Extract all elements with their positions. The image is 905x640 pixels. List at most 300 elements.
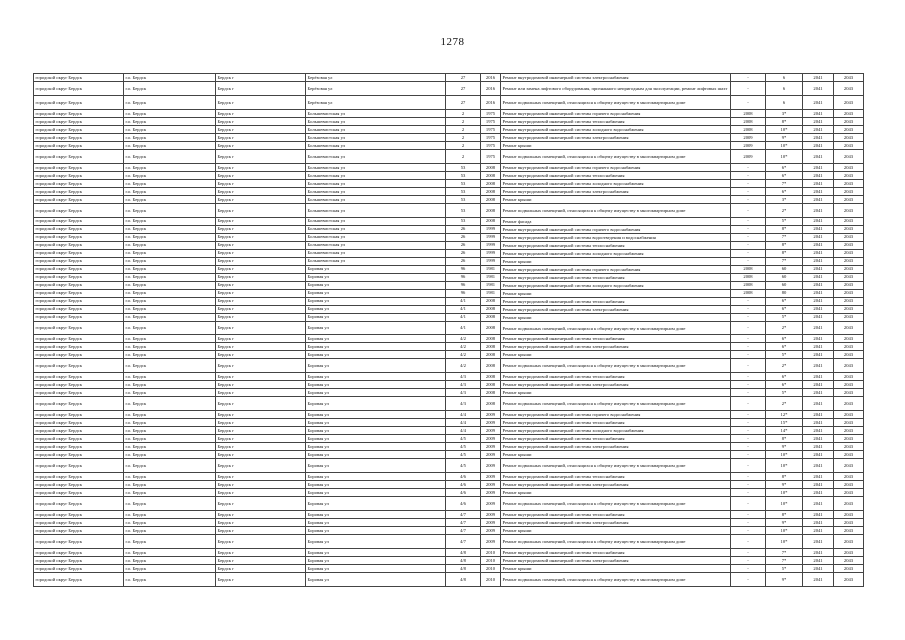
end-year-cell: 2043 (834, 125, 864, 133)
house-number-cell: 4/4 (446, 419, 481, 427)
city-cell: Бердск г (216, 548, 306, 556)
district-cell: городской округ Бердск (34, 241, 124, 249)
street-cell: Боровая ул (306, 297, 446, 305)
build-year-cell: 2008 (481, 305, 501, 313)
end-year-cell: 2043 (834, 435, 864, 443)
work-type-cell: Ремонт внутридомовой инженерной системы водоотведения и водоснабжения (501, 233, 731, 241)
period-cell: 10* (766, 451, 803, 459)
house-number-cell: 26 (446, 257, 481, 265)
city-cell: Бердск г (216, 273, 306, 281)
period-cell: 7* (766, 548, 803, 556)
period-cell: 10* (766, 527, 803, 535)
street-cell: Боровая ул (306, 511, 446, 519)
work-type-cell: Ремонт внутридомовой инженерной системы электроснабжения (501, 556, 731, 564)
build-year-cell: 1981 (481, 281, 501, 289)
district-cell: городской округ Бердск (34, 427, 124, 435)
end-year-cell: 2043 (834, 74, 864, 82)
period-cell: 6* (766, 305, 803, 313)
district-cell: городской округ Бердск (34, 443, 124, 451)
period-cell: 10* (766, 141, 803, 149)
table-row (34, 233, 864, 241)
work-type-cell: Ремонт внутридомовой инженерной системы электроснабжения (501, 305, 731, 313)
work-type-cell: Ремонт внутридомовой инженерной системы холодного водоснабжения (501, 249, 731, 257)
work-type-cell: Ремонт внутридомовой инженерной системы теплоснабжения (501, 273, 731, 281)
street-cell: Большевистская ул (306, 241, 446, 249)
previous-repair-year-cell: 2009 (731, 141, 766, 149)
house-number-cell: 2 (446, 109, 481, 117)
end-year-cell: 2043 (834, 497, 864, 511)
house-number-cell: 4/7 (446, 535, 481, 549)
settlement-cell: г.о. Бердск (124, 233, 216, 241)
settlement-cell: г.о. Бердск (124, 257, 216, 265)
work-type-cell: Ремонт внутридомовой инженерной системы горячего водоснабжения (501, 265, 731, 273)
work-type-cell: Ремонт внутридомовой инженерной системы электроснабжения (501, 381, 731, 389)
house-number-cell: 53 (446, 179, 481, 187)
repair-schedule-table (33, 73, 864, 587)
work-type-cell: Ремонт подвальных помещений, относящихся к общему имуществу в многоквартирном доме (501, 397, 731, 411)
house-number-cell: 4/8 (446, 556, 481, 564)
end-year-cell: 2043 (834, 359, 864, 373)
previous-repair-year-cell: 2008 (731, 117, 766, 125)
start-year-cell: 2041 (803, 141, 834, 149)
street-cell: Берёзовая ул (306, 74, 446, 82)
end-year-cell: 2043 (834, 195, 864, 203)
house-number-cell: 4/6 (446, 473, 481, 481)
work-type-cell: Ремонт подвальных помещений, относящихся к общему имуществу в многоквартирном доме (501, 149, 731, 163)
previous-repair-year-cell: - (731, 459, 766, 473)
work-type-cell: Ремонт внутридомовой инженерной системы электроснабжения (501, 187, 731, 195)
period-cell: 10* (766, 125, 803, 133)
work-type-cell: Ремонт крыши (501, 313, 731, 321)
city-cell: Бердск г (216, 489, 306, 497)
start-year-cell: 2041 (803, 241, 834, 249)
settlement-cell: г.о. Бердск (124, 427, 216, 435)
city-cell: Бердск г (216, 233, 306, 241)
city-cell: Бердск г (216, 427, 306, 435)
start-year-cell: 2041 (803, 359, 834, 373)
street-cell: Боровая ул (306, 535, 446, 549)
end-year-cell: 2043 (834, 149, 864, 163)
district-cell: городской округ Бердск (34, 351, 124, 359)
table-row (34, 451, 864, 459)
street-cell: Боровая ул (306, 343, 446, 351)
build-year-cell: 1981 (481, 289, 501, 297)
house-number-cell: 53 (446, 195, 481, 203)
table-row (34, 321, 864, 335)
start-year-cell: 2041 (803, 249, 834, 257)
settlement-cell: г.о. Бердск (124, 511, 216, 519)
start-year-cell: 2041 (803, 257, 834, 265)
end-year-cell: 2043 (834, 289, 864, 297)
city-cell: Бердск г (216, 481, 306, 489)
district-cell: городской округ Бердск (34, 195, 124, 203)
start-year-cell: 2041 (803, 335, 834, 343)
district-cell: городской округ Бердск (34, 411, 124, 419)
street-cell: Боровая ул (306, 381, 446, 389)
district-cell: городской округ Бердск (34, 141, 124, 149)
end-year-cell: 2043 (834, 187, 864, 195)
end-year-cell: 2043 (834, 241, 864, 249)
house-number-cell: 26 (446, 225, 481, 233)
house-number-cell: 96 (446, 265, 481, 273)
work-type-cell: Ремонт внутридомовой инженерной системы электроснабжения (501, 519, 731, 527)
build-year-cell: 2009 (481, 473, 501, 481)
work-type-cell: Ремонт внутридомовой инженерной системы горячего водоснабжения (501, 411, 731, 419)
table-row (34, 419, 864, 427)
end-year-cell: 2043 (834, 427, 864, 435)
district-cell: городской округ Бердск (34, 373, 124, 381)
build-year-cell: 2009 (481, 427, 501, 435)
settlement-cell: г.о. Бердск (124, 74, 216, 82)
period-cell: 2* (766, 359, 803, 373)
settlement-cell: г.о. Бердск (124, 419, 216, 427)
street-cell: Большевистская ул (306, 217, 446, 225)
end-year-cell: 2043 (834, 109, 864, 117)
street-cell: Боровая ул (306, 359, 446, 373)
period-cell: 10* (766, 459, 803, 473)
district-cell: городской округ Бердск (34, 321, 124, 335)
district-cell: городской округ Бердск (34, 564, 124, 572)
street-cell: Большевистская ул (306, 125, 446, 133)
district-cell: городской округ Бердск (34, 273, 124, 281)
settlement-cell: г.о. Бердск (124, 373, 216, 381)
previous-repair-year-cell: - (731, 171, 766, 179)
build-year-cell: 2008 (481, 359, 501, 373)
period-cell: 3* (766, 195, 803, 203)
table-row (34, 481, 864, 489)
period-cell: 10* (766, 497, 803, 511)
house-number-cell: 53 (446, 203, 481, 217)
start-year-cell: 2041 (803, 411, 834, 419)
start-year-cell: 2041 (803, 397, 834, 411)
build-year-cell: 2010 (481, 572, 501, 586)
house-number-cell: 27 (446, 74, 481, 82)
work-type-cell: Ремонт крыши (501, 389, 731, 397)
work-type-cell: Ремонт крыши (501, 195, 731, 203)
start-year-cell: 2041 (803, 535, 834, 549)
work-type-cell: Ремонт подвальных помещений, относящихся к общему имуществу в многоквартирном доме (501, 459, 731, 473)
work-type-cell: Ремонт крыши (501, 351, 731, 359)
city-cell: Бердск г (216, 373, 306, 381)
build-year-cell: 1975 (481, 109, 501, 117)
district-cell: городской округ Бердск (34, 359, 124, 373)
house-number-cell: 53 (446, 217, 481, 225)
table-row (34, 359, 864, 373)
city-cell: Бердск г (216, 187, 306, 195)
settlement-cell: г.о. Бердск (124, 171, 216, 179)
start-year-cell: 2041 (803, 305, 834, 313)
work-type-cell: Ремонт внутридомовой инженерной системы электроснабжения (501, 481, 731, 489)
start-year-cell: 2041 (803, 473, 834, 481)
start-year-cell: 2041 (803, 313, 834, 321)
street-cell: Большевистская ул (306, 109, 446, 117)
work-type-cell: Ремонт внутридомовой инженерной системы теплоснабжения (501, 241, 731, 249)
end-year-cell: 2043 (834, 519, 864, 527)
table-row (34, 459, 864, 473)
table-row (34, 297, 864, 305)
street-cell: Большевистская ул (306, 171, 446, 179)
table-row (34, 217, 864, 225)
start-year-cell: 2041 (803, 187, 834, 195)
work-type-cell: Ремонт крыши (501, 489, 731, 497)
build-year-cell: 1999 (481, 249, 501, 257)
table-row (34, 149, 864, 163)
settlement-cell: г.о. Бердск (124, 109, 216, 117)
start-year-cell: 2041 (803, 321, 834, 335)
street-cell: Боровая ул (306, 556, 446, 564)
district-cell: городской округ Бердск (34, 305, 124, 313)
start-year-cell: 2041 (803, 133, 834, 141)
build-year-cell: 1975 (481, 117, 501, 125)
start-year-cell: 2041 (803, 149, 834, 163)
end-year-cell: 2043 (834, 321, 864, 335)
settlement-cell: г.о. Бердск (124, 381, 216, 389)
start-year-cell: 2041 (803, 351, 834, 359)
work-type-cell: Ремонт внутридомовой инженерной системы горячего водоснабжения (501, 109, 731, 117)
build-year-cell: 2008 (481, 397, 501, 411)
district-cell: городской округ Бердск (34, 149, 124, 163)
build-year-cell: 1999 (481, 233, 501, 241)
end-year-cell: 2043 (834, 411, 864, 419)
district-cell: городской округ Бердск (34, 419, 124, 427)
city-cell: Бердск г (216, 397, 306, 411)
build-year-cell: 2008 (481, 195, 501, 203)
period-cell: 6* (766, 297, 803, 305)
street-cell: Боровая ул (306, 273, 446, 281)
previous-repair-year-cell: - (731, 548, 766, 556)
start-year-cell: 2041 (803, 74, 834, 82)
period-cell: 6 (766, 82, 803, 96)
street-cell: Большевистская ул (306, 195, 446, 203)
start-year-cell: 2041 (803, 519, 834, 527)
district-cell: городской округ Бердск (34, 535, 124, 549)
district-cell: городской округ Бердск (34, 556, 124, 564)
settlement-cell: г.о. Бердск (124, 117, 216, 125)
build-year-cell: 2008 (481, 203, 501, 217)
work-type-cell: Ремонт подвальных помещений, относящихся к общему имуществу в многоквартирном доме (501, 321, 731, 335)
city-cell: Бердск г (216, 335, 306, 343)
period-cell: 5* (766, 389, 803, 397)
street-cell: Боровая ул (306, 427, 446, 435)
build-year-cell: 2009 (481, 511, 501, 519)
work-type-cell: Ремонт внутридомовой инженерной системы теплоснабжения (501, 171, 731, 179)
start-year-cell: 2041 (803, 556, 834, 564)
city-cell: Бердск г (216, 74, 306, 82)
city-cell: Бердск г (216, 381, 306, 389)
district-cell: городской округ Бердск (34, 481, 124, 489)
period-cell: 6* (766, 373, 803, 381)
table-row (34, 241, 864, 249)
city-cell: Бердск г (216, 419, 306, 427)
previous-repair-year-cell: - (731, 373, 766, 381)
start-year-cell: 2041 (803, 564, 834, 572)
city-cell: Бердск г (216, 109, 306, 117)
house-number-cell: 4/2 (446, 359, 481, 373)
previous-repair-year-cell: 2008 (731, 265, 766, 273)
city-cell: Бердск г (216, 321, 306, 335)
house-number-cell: 4/6 (446, 489, 481, 497)
previous-repair-year-cell: - (731, 195, 766, 203)
city-cell: Бердск г (216, 117, 306, 125)
settlement-cell: г.о. Бердск (124, 187, 216, 195)
period-cell: 2* (766, 321, 803, 335)
settlement-cell: г.о. Бердск (124, 241, 216, 249)
build-year-cell: 2009 (481, 419, 501, 427)
work-type-cell: Ремонт внутридомовой инженерной системы теплоснабжения (501, 373, 731, 381)
previous-repair-year-cell: - (731, 481, 766, 489)
table-row (34, 527, 864, 535)
build-year-cell: 2008 (481, 389, 501, 397)
start-year-cell: 2041 (803, 419, 834, 427)
previous-repair-year-cell: - (731, 351, 766, 359)
district-cell: городской округ Бердск (34, 511, 124, 519)
city-cell: Бердск г (216, 203, 306, 217)
period-cell: 10* (766, 149, 803, 163)
start-year-cell: 2041 (803, 427, 834, 435)
settlement-cell: г.о. Бердск (124, 149, 216, 163)
house-number-cell: 4/3 (446, 373, 481, 381)
city-cell: Бердск г (216, 217, 306, 225)
city-cell: Бердск г (216, 195, 306, 203)
settlement-cell: г.о. Бердск (124, 397, 216, 411)
house-number-cell: 96 (446, 273, 481, 281)
district-cell: городской округ Бердск (34, 125, 124, 133)
end-year-cell: 2043 (834, 351, 864, 359)
start-year-cell: 2041 (803, 125, 834, 133)
city-cell: Бердск г (216, 257, 306, 265)
period-cell: 80 (766, 289, 803, 297)
city-cell: Бердск г (216, 125, 306, 133)
house-number-cell: 4/7 (446, 527, 481, 535)
period-cell: 8* (766, 117, 803, 125)
table-row (34, 572, 864, 586)
work-type-cell: Ремонт внутридомовой инженерной системы теплоснабжения (501, 511, 731, 519)
end-year-cell: 2043 (834, 297, 864, 305)
city-cell: Бердск г (216, 95, 306, 109)
settlement-cell: г.о. Бердск (124, 297, 216, 305)
build-year-cell: 1981 (481, 273, 501, 281)
table-row (34, 171, 864, 179)
house-number-cell: 4/8 (446, 548, 481, 556)
previous-repair-year-cell: - (731, 335, 766, 343)
period-cell: 8* (766, 241, 803, 249)
period-cell: 6* (766, 171, 803, 179)
settlement-cell: г.о. Бердск (124, 313, 216, 321)
district-cell: городской округ Бердск (34, 74, 124, 82)
previous-repair-year-cell: - (731, 187, 766, 195)
work-type-cell: Ремонт внутридомовой инженерной системы электроснабжения (501, 443, 731, 451)
district-cell: городской округ Бердск (34, 203, 124, 217)
table-row (34, 225, 864, 233)
house-number-cell: 4/5 (446, 443, 481, 451)
build-year-cell: 1981 (481, 265, 501, 273)
district-cell: городской округ Бердск (34, 489, 124, 497)
work-type-cell: Ремонт подвальных помещений, относящихся к общему имуществу в многоквартирном доме (501, 95, 731, 109)
previous-repair-year-cell: - (731, 427, 766, 435)
build-year-cell: 2008 (481, 321, 501, 335)
table-row (34, 335, 864, 343)
district-cell: городской округ Бердск (34, 297, 124, 305)
city-cell: Бердск г (216, 281, 306, 289)
end-year-cell: 2043 (834, 225, 864, 233)
table-body (34, 74, 864, 587)
previous-repair-year-cell: - (731, 489, 766, 497)
period-cell: 8* (766, 511, 803, 519)
start-year-cell: 2041 (803, 117, 834, 125)
house-number-cell: 4/6 (446, 497, 481, 511)
house-number-cell: 4/3 (446, 389, 481, 397)
previous-repair-year-cell: - (731, 305, 766, 313)
city-cell: Бердск г (216, 519, 306, 527)
house-number-cell: 4/5 (446, 435, 481, 443)
settlement-cell: г.о. Бердск (124, 443, 216, 451)
previous-repair-year-cell: - (731, 535, 766, 549)
work-type-cell: Ремонт внутридомовой инженерной системы электроснабжения (501, 133, 731, 141)
city-cell: Бердск г (216, 535, 306, 549)
table-row (34, 373, 864, 381)
district-cell: городской округ Бердск (34, 109, 124, 117)
period-cell: 6* (766, 187, 803, 195)
city-cell: Бердск г (216, 527, 306, 535)
settlement-cell: г.о. Бердск (124, 305, 216, 313)
period-cell: 6* (766, 335, 803, 343)
house-number-cell: 96 (446, 289, 481, 297)
street-cell: Боровая ул (306, 281, 446, 289)
house-number-cell: 4/7 (446, 511, 481, 519)
district-cell: городской округ Бердск (34, 519, 124, 527)
house-number-cell: 4/1 (446, 321, 481, 335)
settlement-cell: г.о. Бердск (124, 451, 216, 459)
city-cell: Бердск г (216, 82, 306, 96)
start-year-cell: 2041 (803, 217, 834, 225)
end-year-cell: 2043 (834, 95, 864, 109)
house-number-cell: 4/4 (446, 411, 481, 419)
work-type-cell: Ремонт внутридомовой инженерной системы теплоснабжения (501, 548, 731, 556)
previous-repair-year-cell: 2009 (731, 133, 766, 141)
street-cell: Берёзовая ул (306, 82, 446, 96)
period-cell: 3* (766, 109, 803, 117)
table-row (34, 109, 864, 117)
house-number-cell: 4/7 (446, 519, 481, 527)
city-cell: Бердск г (216, 179, 306, 187)
period-cell: 10* (766, 535, 803, 549)
period-cell: 14* (766, 427, 803, 435)
settlement-cell: г.о. Бердск (124, 519, 216, 527)
house-number-cell: 2 (446, 117, 481, 125)
period-cell: 2* (766, 397, 803, 411)
settlement-cell: г.о. Бердск (124, 95, 216, 109)
street-cell: Большевистская ул (306, 133, 446, 141)
settlement-cell: г.о. Бердск (124, 225, 216, 233)
previous-repair-year-cell: - (731, 343, 766, 351)
city-cell: Бердск г (216, 241, 306, 249)
district-cell: городской округ Бердск (34, 233, 124, 241)
period-cell: 6* (766, 381, 803, 389)
previous-repair-year-cell: 2008 (731, 281, 766, 289)
district-cell: городской округ Бердск (34, 257, 124, 265)
period-cell: 8* (766, 435, 803, 443)
district-cell: городской округ Бердск (34, 265, 124, 273)
end-year-cell: 2043 (834, 171, 864, 179)
street-cell: Боровая ул (306, 435, 446, 443)
end-year-cell: 2043 (834, 203, 864, 217)
previous-repair-year-cell: - (731, 411, 766, 419)
settlement-cell: г.о. Бердск (124, 217, 216, 225)
start-year-cell: 2041 (803, 195, 834, 203)
table-row (34, 163, 864, 171)
start-year-cell: 2041 (803, 82, 834, 96)
end-year-cell: 2043 (834, 373, 864, 381)
